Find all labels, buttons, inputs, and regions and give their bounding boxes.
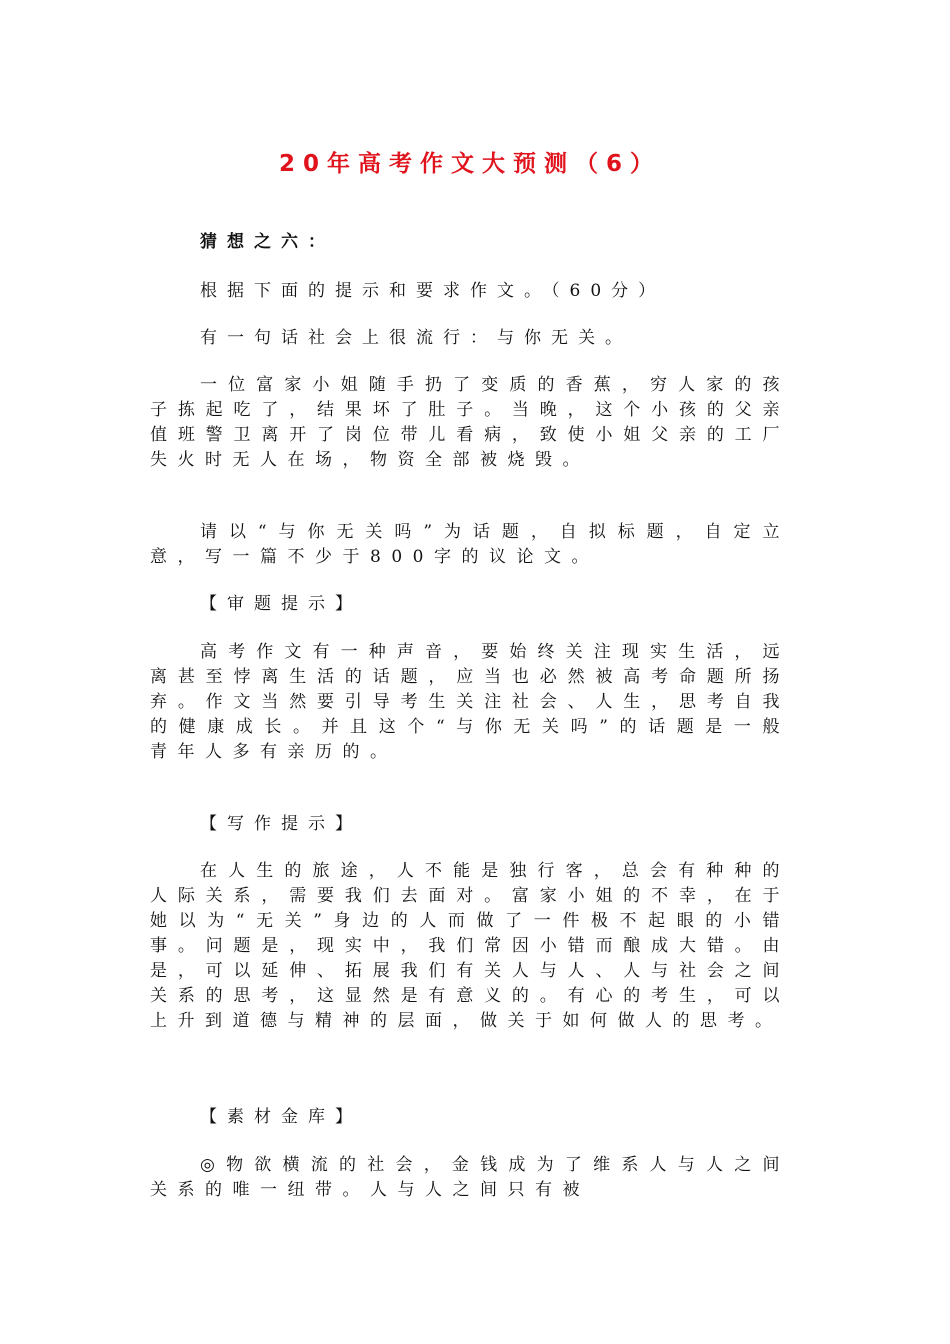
- section-material-body: ◎物欲横流的社会，金钱成为了维系人与人之间关系的唯一纽带。人与人之间只有被: [150, 1155, 790, 1200]
- task-paragraph: 请以“与你无关吗”为话题，自拟标题，自定立意，写一篇不少于800字的议论文。: [150, 522, 790, 567]
- section-writing-body: 在人生的旅途，人不能是独行客，总会有种种的人际关系，需要我们去面对。富家小姐的不幸，在于她以为“无关”身边的人而做了一件极不起眼的小错事。问题是，现实中，我们常因小错而酿成大错。由是，可以延伸、拓展我们有关人与人、人与社会之间关系的思考，这显然是有意义的。有心的考生，可以上升到道德与精神的层面，做关于如何做人的思考。: [150, 861, 790, 1031]
- section-material-title: 【素材金库】: [200, 1107, 362, 1127]
- heading-guess: 猜想之六：: [200, 232, 335, 252]
- instruction-line: 根据下面的提示和要求作文。（60分）: [200, 281, 666, 301]
- document-title: 20年高考作文大预测（6）: [278, 151, 661, 177]
- section-writing-title: 【写作提示】: [200, 814, 362, 834]
- story-paragraph: 一位富家小姐随手扔了变质的香蕉，穷人家的孩子拣起吃了，结果坏了肚子。当晚，这个小孩的父亲值班警卫离开了岗位带儿看病，致使小姐父亲的工厂失火时无人在场，物资全部被烧毁。: [150, 375, 790, 470]
- section-review-title: 【审题提示】: [200, 594, 362, 614]
- section-review-body: 高考作文有一种声音，要始终关注现实生活，远离甚至悖离生活的话题，应当也必然被高考命题所扬弃。作文当然要引导考生关注社会、人生，思考自我的健康成长。并且这个“与你无关吗”的话题是一般青年人多有亲历的。: [150, 642, 790, 762]
- quote-line: 有一句话社会上很流行：与你无关。: [200, 328, 632, 348]
